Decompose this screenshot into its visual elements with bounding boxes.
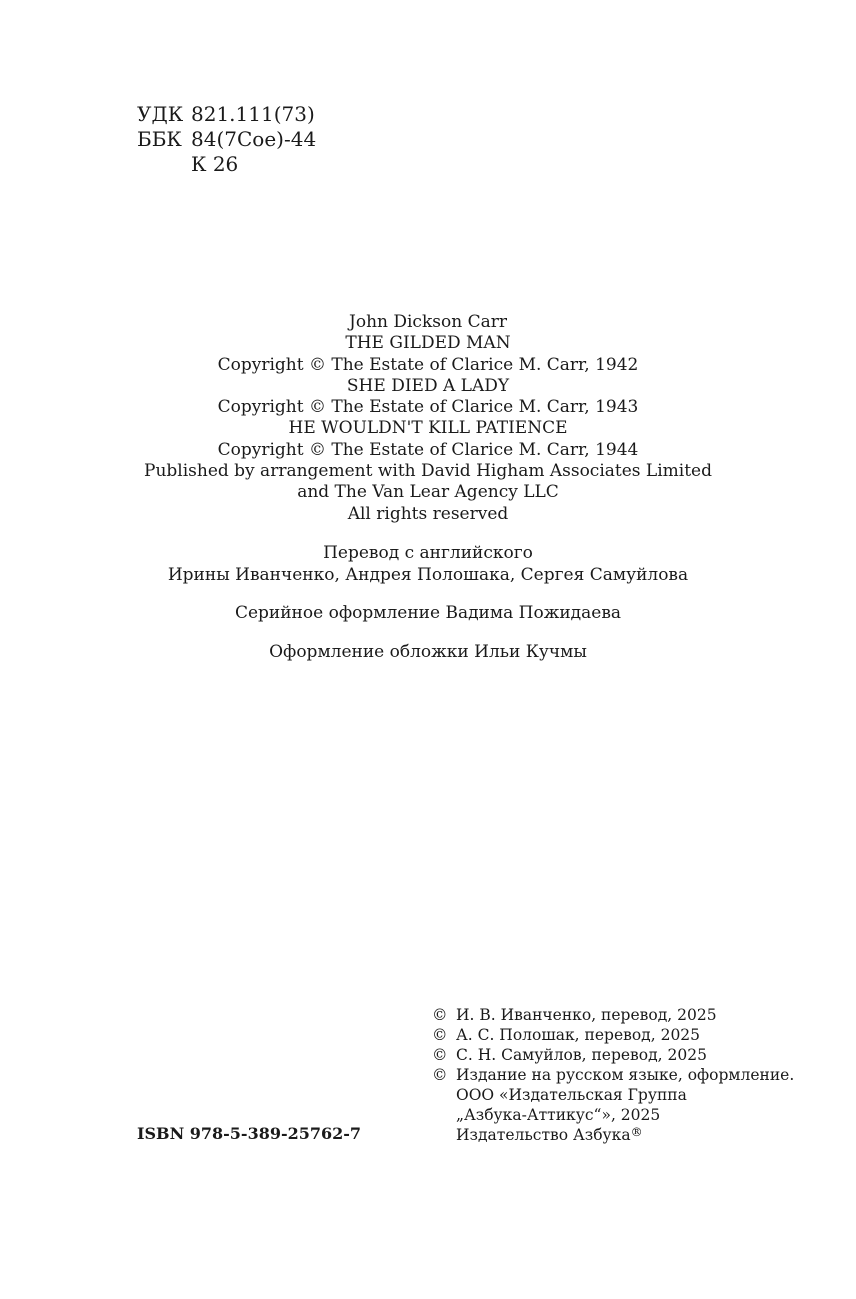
- original-title-3: HE WOULDN'T KILL PATIENCE: [288, 418, 568, 439]
- author-mark: К 26: [191, 152, 239, 176]
- cover-design-credit: [0, 642, 856, 664]
- isbn: ISBN 978-5-389-25762-7: [137, 1124, 362, 1143]
- series-design-line: Серийное оформление Вадима Пожидаева: [234, 603, 622, 623]
- translation-line-1: Перевод с английского: [323, 543, 533, 563]
- copyright-line-3: Copyright © The Estate of Clarice M. Carr, 1944: [217, 439, 639, 460]
- copyright-symbol: ©: [432, 1006, 448, 1024]
- copyright-line-1: Copyright © The Estate of Clarice M. Carr, 1942: [217, 354, 639, 375]
- copyright-text: И. В. Иванченко, перевод, 2025: [456, 1006, 717, 1024]
- bibliographic-codes: [137, 102, 316, 177]
- publisher-line-2: „Азбука-Аттикус“», 2025: [456, 1106, 661, 1124]
- copyright-notice: [432, 1005, 794, 1025]
- udk-value: 821.111(73): [191, 102, 315, 126]
- original-title-1: THE GILDED MAN: [345, 333, 511, 354]
- translation-line-2: Ирины Иванченко, Андрея Полошака, Сергея Самуйлова: [167, 564, 689, 585]
- copyright-notice: [432, 1045, 794, 1065]
- published-line-2: and The Van Lear Agency LLC: [297, 482, 559, 503]
- rights-line: All rights reserved: [347, 503, 509, 524]
- copyright-symbol: ©: [432, 1046, 448, 1064]
- series-design-credit: [0, 603, 856, 625]
- publisher-line-3: [432, 1125, 794, 1145]
- copyright-symbol: ©: [432, 1026, 448, 1044]
- copyright-text: Издание на русском языке, оформление.: [456, 1066, 795, 1084]
- author-name: John Dickson Carr: [349, 312, 507, 332]
- copyright-notice: [432, 1025, 794, 1045]
- original-title-2: SHE DIED A LADY: [346, 375, 510, 396]
- cover-design-line: Оформление обложки Ильи Кучмы: [269, 642, 587, 662]
- copyright-notice: [432, 1065, 794, 1085]
- bbk-value: 84(7Сое)-44: [191, 127, 317, 151]
- copyright-text: А. С. Полошак, перевод, 2025: [456, 1026, 701, 1044]
- original-credits: [0, 312, 856, 525]
- bbk-label: ББК: [137, 127, 182, 151]
- copyright-text: С. Н. Самуйлов, перевод, 2025: [456, 1046, 707, 1064]
- udk-row: [137, 102, 316, 127]
- published-line-1: Published by arrangement with David Higham Associates Limited: [144, 461, 712, 482]
- publisher-line-1: ООО «Издательская Группа: [456, 1086, 687, 1104]
- bbk-row: [137, 127, 316, 152]
- copyright-symbol: ©: [432, 1066, 448, 1084]
- copyright-notices: [432, 1005, 794, 1145]
- copyright-line-2: Copyright © The Estate of Clarice M. Carr, 1943: [217, 397, 639, 418]
- translation-credit: [0, 543, 856, 586]
- registered-mark: ®: [630, 1125, 643, 1139]
- publisher-name: Издательство Азбука: [456, 1126, 631, 1144]
- udk-label: УДК: [137, 102, 184, 126]
